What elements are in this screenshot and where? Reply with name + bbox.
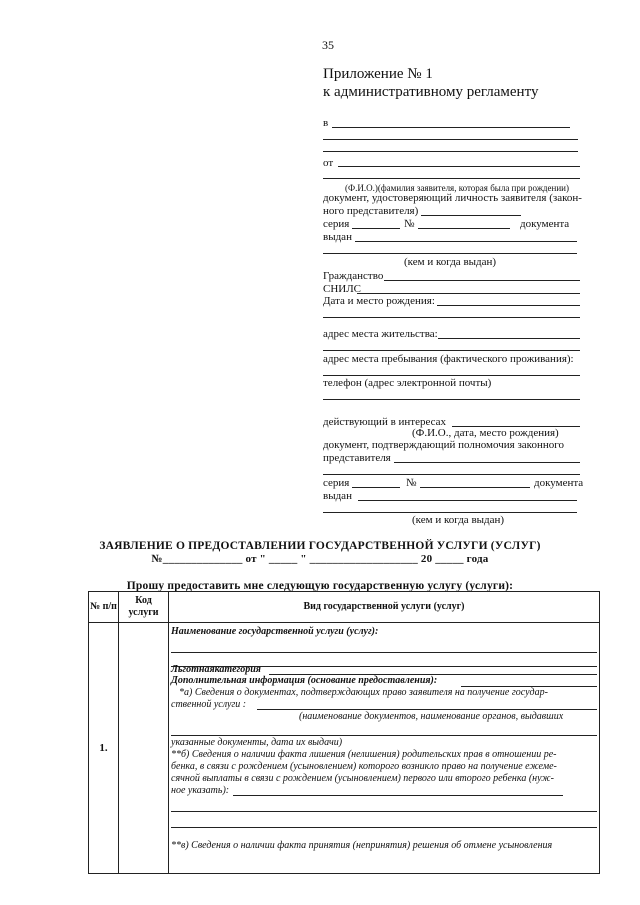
a-info-line2: ственной услуги : — [171, 699, 247, 710]
to-field-line2[interactable] — [323, 139, 578, 140]
category-label: Льготнаякатегория — [171, 664, 261, 675]
number2-field[interactable] — [420, 487, 530, 488]
number2-label: № — [406, 477, 417, 489]
table-row — [89, 623, 600, 874]
to-label: в — [323, 117, 329, 129]
id-document-label-2: ного представителя) — [323, 205, 419, 217]
service-code-cell[interactable] — [119, 623, 169, 874]
phone-label: телефон (адрес электронной почты) — [323, 377, 492, 389]
b-info-field[interactable] — [233, 795, 563, 796]
citizenship-field[interactable] — [384, 280, 580, 281]
col-header-code: Код услуги — [119, 592, 169, 623]
a-info-field-2[interactable] — [171, 735, 597, 736]
phone-field[interactable] — [323, 399, 580, 400]
statement-number-line: №______________ от " _____ " ___________________ 20 _____ года — [151, 553, 489, 565]
document2-word: документа — [534, 477, 584, 489]
birth-label: Дата и место рождения: — [323, 295, 435, 307]
from-field[interactable] — [338, 166, 580, 167]
extra-info-label: Дополнительная информация (основание предоставления): — [171, 675, 438, 686]
issued-hint: (кем и когда выдан) — [404, 256, 497, 268]
a-info-hint: (наименование документов, наименование органов, выдавших — [299, 711, 564, 722]
row-number: 1. — [89, 623, 119, 874]
stay-address-field[interactable] — [323, 375, 580, 376]
from-label: от — [323, 157, 334, 169]
appendix-title: Приложение № 1 — [323, 66, 433, 82]
service-cell — [169, 623, 600, 874]
col-header-service: Вид государственной услуги (услуг) — [169, 592, 600, 623]
a-info-line3: указанные документы, дата их выдачи) — [171, 737, 343, 748]
snils-field[interactable] — [357, 293, 580, 294]
from-field-line2[interactable] — [323, 178, 580, 179]
rep-document-field[interactable] — [394, 462, 580, 463]
citizenship-label: Гражданство — [323, 270, 384, 282]
rep-document-label-2: представителя — [323, 452, 391, 464]
stay-address-label: адрес места пребывания (фактического проживания): — [323, 353, 574, 365]
request-line: Прошу предоставить мне следующую государственную услугу (услуги): — [126, 580, 514, 592]
issued2-field-line2[interactable] — [323, 512, 577, 513]
series-label: серия — [323, 218, 350, 230]
residence-label: адрес места жительства: — [323, 328, 438, 340]
b-info-field-2[interactable] — [171, 811, 597, 812]
id-document-label: документ, удостоверяющий личность заявителя (закон- — [323, 192, 582, 204]
issued-field-line2[interactable] — [323, 253, 577, 254]
number-label: № — [404, 218, 415, 230]
document-word: документа — [520, 218, 570, 230]
b-info-line1: **б) Сведения о наличии факта лишения (нелишения) родительских прав в отношении ре- — [171, 749, 557, 760]
a-info-line1: *а) Сведения о документах, подтверждающих право заявителя на получение государ- — [179, 687, 548, 698]
series2-field[interactable] — [352, 487, 400, 488]
series-field[interactable] — [352, 228, 400, 229]
id-document-field[interactable] — [421, 215, 521, 216]
series2-label: серия — [323, 477, 350, 489]
issued2-label: выдан — [323, 490, 352, 502]
number-field[interactable] — [418, 228, 510, 229]
birth-field[interactable] — [437, 305, 580, 306]
acting-label: действующий в интересах — [323, 416, 447, 428]
b-info-line3: сячной выплаты в связи с рождением (усыновлением) первого или второго ребенка (нуж- — [171, 773, 554, 784]
appendix-subtitle: к административному регламенту — [323, 84, 539, 100]
b-info-field-3[interactable] — [171, 827, 597, 828]
to-field[interactable] — [332, 127, 570, 128]
to-field-line3[interactable] — [323, 151, 578, 152]
b-info-line2: бенка, в связи с рождением (усыновлением) которого возникло право на получение ежеме- — [171, 761, 557, 772]
birth-field-line2[interactable] — [323, 317, 580, 318]
residence-field[interactable] — [438, 338, 580, 339]
services-table — [88, 591, 600, 874]
table-header-row — [89, 592, 600, 623]
fio-hint: (Ф.И.О.)(фамилия заявителя, которая была при рождении) — [345, 183, 569, 193]
rep-document-label: документ, подтверждающий полномочия законного — [323, 439, 564, 451]
b-info-line4: ное указать): — [171, 785, 230, 796]
statement-title: ЗАЯВЛЕНИЕ О ПРЕДОСТАВЛЕНИИ ГОСУДАРСТВЕННОЙ УСЛУГИ (УСЛУГ) — [99, 540, 541, 552]
rep-document-field-line2[interactable] — [323, 474, 580, 475]
acting-hint: (Ф.И.О., дата, место рождения) — [412, 427, 559, 439]
c-info-line1: **в) Сведения о наличии факта принятия (непринятия) решения об отмене усыновления — [171, 840, 553, 851]
a-info-field[interactable] — [257, 709, 597, 710]
snils-label: СНИЛС — [323, 283, 362, 295]
residence-field-line2[interactable] — [323, 350, 580, 351]
issued-field[interactable] — [355, 241, 577, 242]
col-header-number: № п/п — [89, 592, 119, 623]
service-name-field[interactable] — [171, 652, 597, 653]
issued-label: выдан — [323, 231, 352, 243]
issued2-field[interactable] — [358, 500, 577, 501]
issued2-hint: (кем и когда выдан) — [412, 514, 505, 526]
page-number: 35 — [322, 38, 334, 52]
service-name-label: Наименование государственной услуги (услуг): — [171, 626, 379, 637]
